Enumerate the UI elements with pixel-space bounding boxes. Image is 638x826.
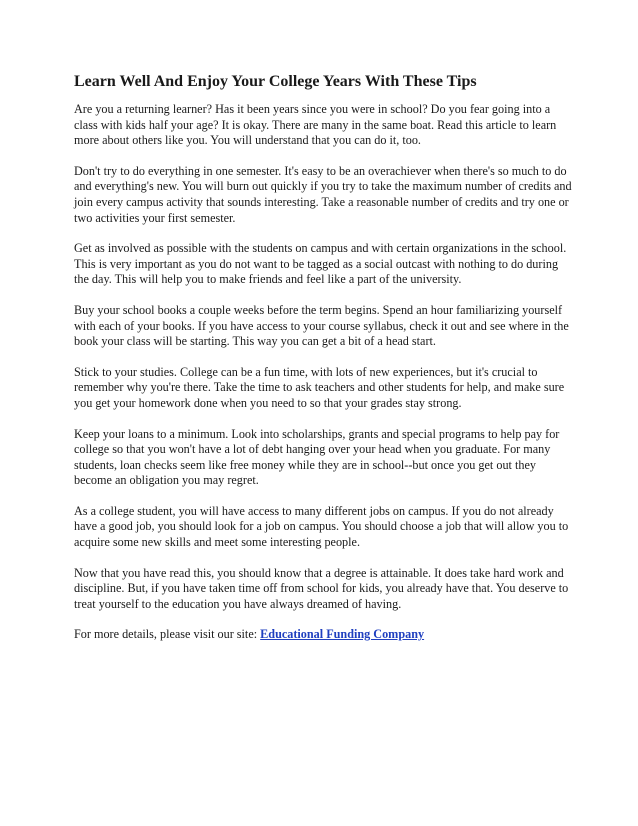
footer-prefix: For more details, please visit our site: — [74, 627, 261, 642]
paragraph-one-semester: Don't try to do everything in one semester. It's easy to be an overachiever when there's so much to do and everything's new. You will burn out quickly if you try to take the maximum number of credits and join every campus activity that sounds interesting. Take a reasonable number of credits and try one or two activities your first semester. — [74, 163, 572, 225]
paragraph-intro: Are you a returning learner? Has it been years since you were in school? Do you fear going into a class with kids half your age? It is okay. There are many in the same boat. Read this article to learn more about others like you. You will understand that you can do it, too. — [74, 102, 557, 148]
document-title: Learn Well And Enjoy Your College Years With These Tips — [74, 73, 477, 90]
paragraph-stick-to-studies: Stick to your studies. College can be a fun time, with lots of new experiences, but it's crucial to remember why you're there. Take the time to ask teachers and other students for help, and make sure you get your homework done when you need to so that your grades stay strong. — [74, 364, 565, 410]
paragraph-school-books: Buy your school books a couple weeks before the term begins. Spend an hour familiarizing yourself with each of your books. If you have access to your course syllabus, check it out and see where in the book your class will be starting. This way you can get a bit of a head start. — [74, 302, 569, 349]
paragraph-get-involved: Get as involved as possible with the students on campus and with certain organizations in the school. This is very important as you do not want to be tagged as a social outcast with nothing to do during the day. This will help you to make friends and feel like a part of the university. — [74, 241, 567, 287]
educational-funding-link[interactable]: Educational Funding Company — [260, 627, 425, 642]
paragraph-campus-jobs: As a college student, you will have access to many different jobs on campus. If you do not already have a good job, you should look for a job on campus. You should choose a job that will allow you to acquire some new skills and meet some interesting people. — [74, 503, 569, 550]
document-page — [74, 72, 574, 658]
paragraph-conclusion: Now that you have read this, you should know that a degree is attainable. It does take hard work and discipline. But, if you have taken time off from school for kids, you already have that. You deserve to treat yourself to the education you have always dreamed of having. — [74, 565, 569, 611]
paragraph-loans: Keep your loans to a minimum. Look into scholarships, grants and special programs to help pay for college so that you won't have a lot of debt hanging over your head when you graduate. For many students, loan checks seem like free money while they are in school--but once you get out they become an obligation you may regret. — [74, 426, 560, 488]
footer-line — [74, 627, 574, 643]
